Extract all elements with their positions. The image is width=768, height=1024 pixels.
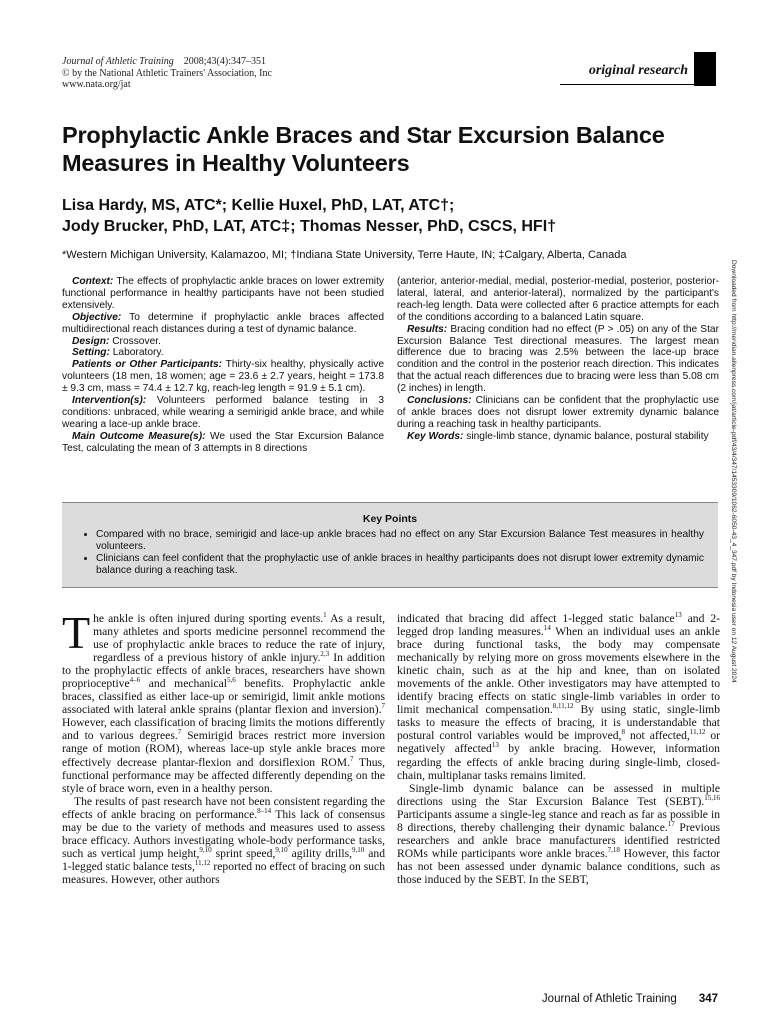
abstract-outcome-cont: (anterior, anterior-medial, medial, posterior-medial, posterior, posterior-lateral, lateral, and anterior-lateral), normalized by the participant's reach-leg length. Data were collected after 6 practice attempts for each of the conditions according to a balanced Latin square. — [397, 276, 719, 323]
key-point-item: • Clinicians can feel confident that the prophylactic use of ankle braces in healthy participants does not disrupt lower extremity dynamic balance during a reaching task. — [96, 553, 704, 577]
page-number: 347 — [698, 993, 718, 1005]
journal-name: Journal of Athletic Training — [62, 56, 174, 67]
drop-cap: T — [62, 607, 91, 658]
abstract-outcome: Main Outcome Measure(s): We used the Star Excursion Balance Test, calculating the mean of 3 attempts in 8 directions — [62, 430, 384, 454]
body-paragraph: Single-limb dynamic balance can be assessed in multiple directions using the Star Excursion Balance Test (SEBT).$^{15,16}$ Participants assume a single-leg stance and reach as far as possible in 8 directions, thereby challenging their dynamic balance.$^{17}$ Previous researchers and ankle brace manufacturers identified restricted ROMs while participants wore ankle braces.$^{7,18}$ However, this factor has not been assessed under dynamic balance conditions, such as those induced by the SEBT. In the SEBT, — [397, 781, 720, 886]
footer-journal: Journal of Athletic Training — [541, 993, 677, 1005]
section-label: original research — [588, 63, 688, 78]
citation: 2008;43(4):347–351 — [183, 56, 266, 67]
journal-info — [62, 56, 272, 91]
abstract-context: Context: The effects of prophylactic ankle braces on lower extremity functional performance in healthy participants have not been studied extensively. — [62, 276, 384, 311]
body-paragraph: indicated that bracing did affect 1-legged static balance$^{13}$ and 2-legged drop landing measures.$^{14}$ When an individual uses an ankle brace during functional tasks, the body may compensate mechanically by relying more on gross movements elsewhere in the kinetic chain, such as at the hip and knee, than on isolated movements of the ankle. Other investigators may have attempted to identify bracing effects on static single-limb variables in order to limit mechanical compensation.$^{8,11,12}$ By using static, single-limb tasks to measure the effects of bracing, it is understandable that postural control variables would be improved,$^8$ not affected,$^{11,12}$ or negatively affected$^{13}$ by ankle bracing. However, information regarding the effects of ankle bracing during single-limb, closed-chain, multiplanar tasks remains limited. — [397, 611, 721, 782]
abstract-conclusions: Conclusions: Clinicians can be confident that the prophylactic use of ankle braces does not disrupt lower extremity dynamic balance during a reaching task in healthy participants. — [397, 395, 719, 430]
abstract-keywords: Key Words: single-limb stance, dynamic balance, postural stability — [407, 430, 709, 442]
body-left-column — [62, 607, 386, 886]
abstract-left-column — [62, 276, 384, 455]
key-points-list — [62, 529, 718, 577]
key-points-box — [62, 502, 718, 588]
body-paragraph: The ankle is often injured during sporting events.$^1$ As a result, many athletes and sports medicine personnel recommend the use of prophylactic ankle braces to reduce the rate of injury, regardless of a previous history of ankle injury.$^{2,3}$ In addition to the prophylactic effects of ankle braces, researchers have shown proprioceptive$^{4-6}$ and mechanical$^{5,6}$ benefits. Prophylactic ankle braces, classified as either lace-up or semirigid, limit ankle motions associated with lateral ankle sprains (plantar flexion and inversion).$^7$ However, each classification of bracing limits the motions differently and to various degrees.$^7$ Semirigid braces restrict more inversion range of motion (ROM), whereas lace-up style ankle braces more effectively decrease plantar-flexion and dorsiflexion ROM.$^7$ Thus, functional performance may be affected differently depending on the style of brace worn, even in a healthy person. — [62, 607, 386, 795]
body-paragraph: The results of past research have not been consistent regarding the effects of ankle bracing on performance.$^{8-14}$ This lack of consensus may be due to the variety of methods and measures used to assess brace efficacy. Authors investigating whole-body performance tasks, such as vertical jump height,$^{9,10}$ sprint speed,$^{9,10}$ agility drills,$^{9,10}$ and 1-legged static balance tests,$^{11,12}$ reported no effect of bracing on such measures. However, other authors — [62, 794, 385, 886]
section-block — [694, 52, 716, 86]
article-title: Prophylactic Ankle Braces and Star Excursion Balance Measures in Healthy Volunteers — [62, 122, 665, 176]
key-point-item: • Compared with no brace, semirigid and lace-up ankle braces had no effect on any Star Excursion Balance Test measures in healthy volunteers. — [96, 529, 704, 553]
authors-line-1: Lisa Hardy, MS, ATC*; Kellie Huxel, PhD, LAT, ATC†; — [62, 197, 455, 214]
abstract-results: Results: Bracing condition had no effect (P > .05) on any of the Star Excursion Balance Test directional measures. The largest mean difference due to bracing was 2.5% between the lace-up brace condition and the control in the posterior reach direction. This indicates that the actual reach differences due to bracing were less than 5.08 cm (2 inches) in length. — [397, 323, 719, 395]
abstract-setting: Setting: Laboratory. — [72, 347, 164, 359]
abstract-right-column — [397, 276, 719, 443]
section-rule — [560, 84, 694, 85]
page-footer — [490, 993, 718, 1005]
authors-line-2: Jody Brucker, PhD, LAT, ATC‡; Thomas Nesser, PhD, CSCS, HFI† — [62, 218, 557, 235]
journal-url[interactable]: www.nata.org/jat — [62, 79, 131, 90]
authors — [62, 195, 722, 237]
abstract-interventions: Intervention(s): Volunteers performed balance testing in 3 conditions: unbraced, while wearing a semirigid ankle brace, and while wearing a lace-up ankle brace. — [62, 395, 384, 430]
download-note: Downloaded from http://meridian.allenpress.com/jat/article-pdf/43/4/347/1453309/1062-6050-43_4_347.pdf by Indonesia user on 12 August 2024 — [730, 260, 737, 683]
affiliations: *Western Michigan University, Kalamazoo, MI; †Indiana State University, Terre Haute, IN; ‡Calgary, Alberta, Canada — [62, 249, 627, 261]
copyright: © by the National Athletic Trainers' Association, Inc — [62, 67, 272, 79]
abstract-objective: Objective: To determine if prophylactic ankle braces affected multidirectional reach distances during a test of dynamic balance. — [62, 311, 384, 335]
body-right-column — [397, 612, 720, 886]
abstract-participants: Patients or Other Participants: Thirty-six healthy, physically active volunteers (18 men, 18 women; age = 23.6 ± 2.7 years, height = 173.8 ± 9.3 cm, mass = 74.4 ± 12.7 kg, reach-leg length = 91.9 ± 5.1 cm). — [62, 359, 385, 395]
key-points-title: Key Points — [362, 513, 418, 525]
abstract-design: Design: Crossover. — [72, 335, 161, 347]
